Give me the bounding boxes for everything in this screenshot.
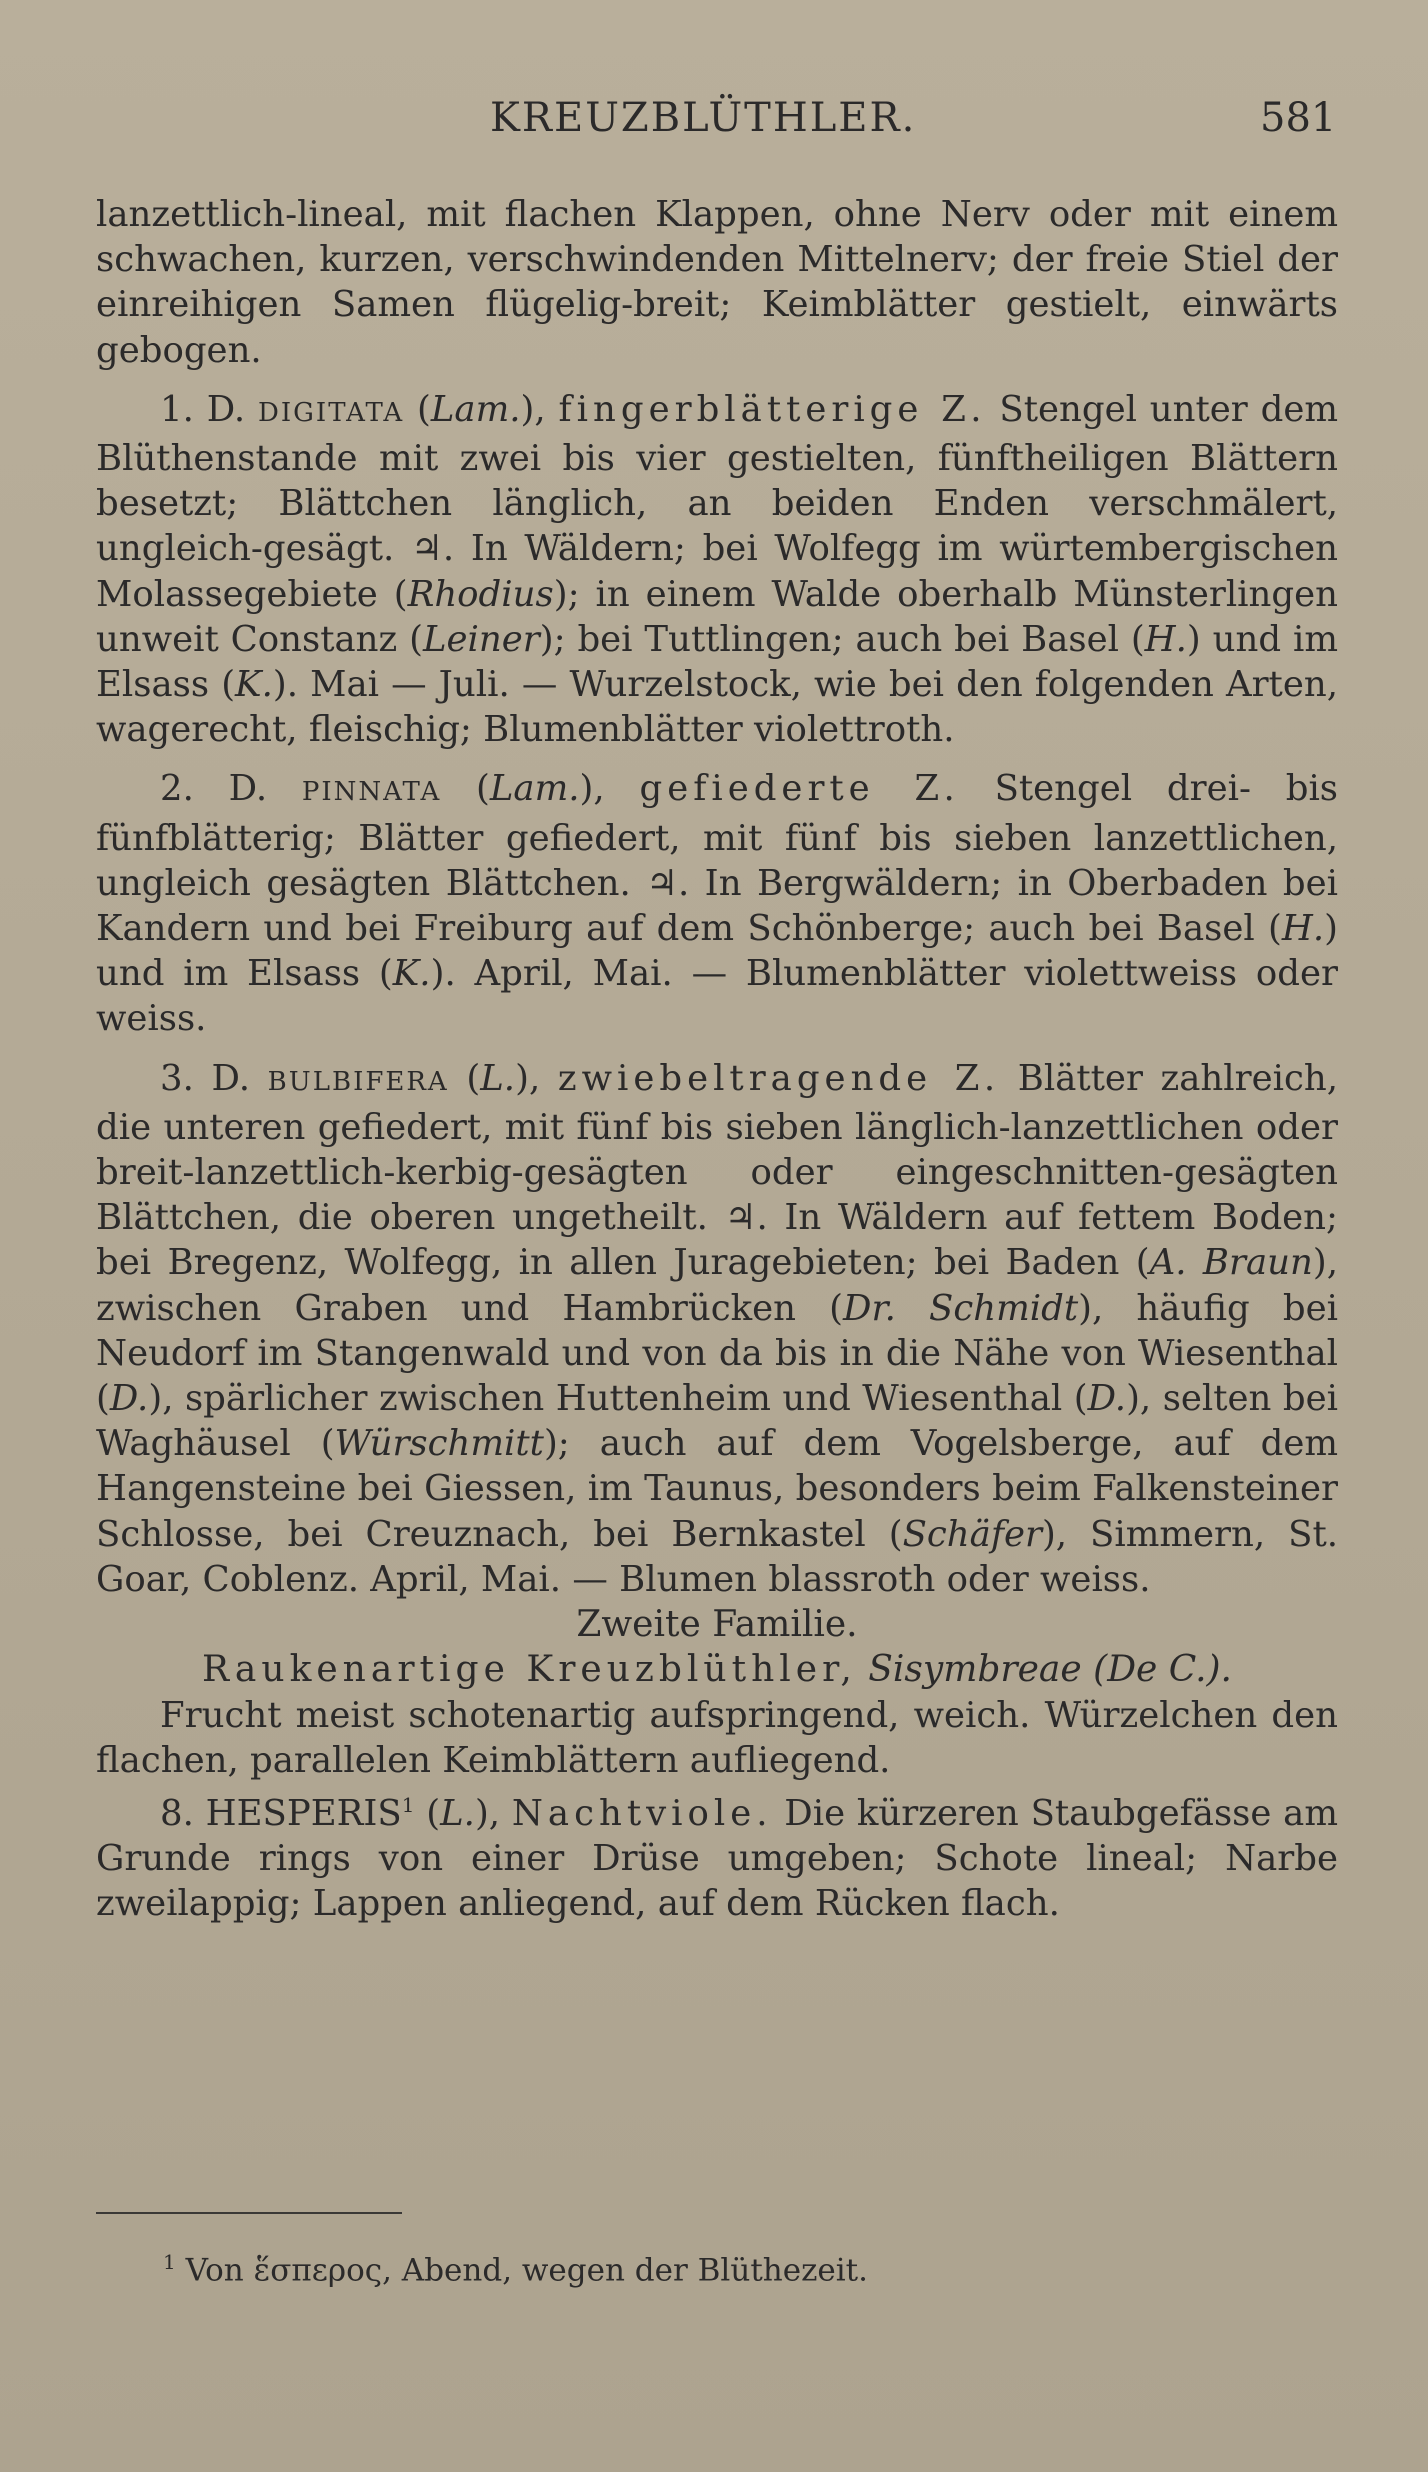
family-heading — [96, 1647, 1338, 1692]
species-number: 1. D. — [160, 388, 246, 430]
genus-common-name: Nachtviole. — [511, 1792, 773, 1834]
footnote-text: Von ἕσπερος, Abend, wegen der Blüthezeit. — [185, 2252, 868, 2289]
species-name: DIGITATA — [258, 397, 405, 428]
species-name: BULBIFERA — [267, 1066, 449, 1097]
family-name: Raukenartige Kreuzblüthler, — [201, 1649, 857, 1691]
species-number: 3. D. — [160, 1057, 251, 1099]
footnote-marker: 1 — [163, 2250, 176, 2274]
running-head: KREUZBLÜTHLER. — [490, 95, 917, 141]
page-header — [0, 95, 1428, 155]
species-author: Lam. — [430, 388, 521, 430]
genus-number: 8. — [160, 1792, 194, 1834]
species-author: L. — [480, 1057, 516, 1099]
genus-name: HESPERIS — [205, 1792, 402, 1834]
family-description: Frucht meist schotenartig aufspringend, weich. Würzelchen den flachen, parallelen Keimblättern aufliegend. — [96, 1694, 1338, 1781]
family-latin-name: Sisymbreae (De C.). — [868, 1649, 1232, 1691]
species-author: Lam. — [489, 768, 580, 810]
species-entry-digitata: 1. D. DIGITATA (Lam.), fingerblätterige Z. Stengel unter dem Blüthenstande mit zwei bis vier gestielten, fünftheiligen Blättern besetzt; Blättchen länglich, an beiden Enden verschmälert, ungleich-gesägt. ♃. In Wäldern; bei Wolfegg im würtembergischen Molassegebiete (Rhodius); in einem Walde oberhalb Münsterlingen unweit Constanz (Leiner); bei Tuttlingen; auch bei Basel (H.) und im Elsass (K.). Mai — Juli. — Wurzelstock, wie bei den folgenden Arten, wagerecht, fleischig; Blumenblätter violettroth. — [96, 388, 1338, 751]
common-name: gefiederte Z. — [639, 768, 960, 810]
common-name: fingerblätterige Z. — [558, 388, 987, 430]
footnote-ref: 1 — [401, 1792, 415, 1817]
page-body — [96, 192, 1338, 1926]
continuation-paragraph: lanzettlich-lineal, mit flachen Klappen, ohne Nerv oder mit einem schwachen, kurzen, verschwindenden Mittelnerv; der freie Stiel der einreihigen Samen flügelig-breit; Keimblätter gestielt, einwärts gebogen. — [96, 194, 1338, 371]
species-entry-pinnata: 2. D. PINNATA (Lam.), gefiederte Z. Stengel drei- bis fünfblätterig; Blätter gefiedert, mit fünf bis sieben lanzettlichen, ungleich gesägten Blättchen. ♃. In Bergwäldern; in Oberbaden bei Kandern und bei Freiburg auf dem Schönberge; auch bei Basel (H.) und im Elsass (K.). April, Mai. — Blumenblätter violettweiss oder weiss. — [96, 768, 1339, 1040]
footnote — [163, 2250, 868, 2288]
family-title: Zweite Familie. — [576, 1604, 858, 1646]
genus-author: L. — [440, 1792, 475, 1834]
genus-entry-hesperis: 8. HESPERIS$^1$ (L.), Nachtviole. Die kürzeren Staubgefässe am Grunde rings von einer Drüse umgeben; Schote lineal; Narbe zweilappig; Lappen anliegend, auf dem Rücken flach. — [96, 1792, 1338, 1925]
page-number: 581 — [1260, 95, 1337, 141]
species-entry-bulbifera: 3. D. BULBIFERA (L.), zwiebeltragende Z. Blätter zahlreich, die unteren gefiedert, mit fünf bis sieben länglich-lanzettlichen oder breit-lanzettlich-kerbig-gesägten oder eingeschnitten-gesägten Blättchen, die oberen ungetheilt. ♃. In Wäldern auf fettem Boden; bei Bregenz, Wolfegg, in allen Juragebieten; bei Baden (A. Braun), zwischen Graben und Hambrücken (Dr. Schmidt), häufig bei Neudorf im Stangenwald und von da bis in die Nähe von Wiesenthal (D.), spärlicher zwischen Huttenheim und Wiesenthal (D.), selten bei Waghäusel (Würschmitt); auch auf dem Vogelsberge, auf dem Hangensteine bei Giessen, im Taunus, besonders beim Falkensteiner Schlosse, bei Creuznach, bei Bernkastel (Schäfer), Simmern, St. Goar, Coblenz. April, Mai. — Blumen blassroth oder weiss. — [96, 1057, 1339, 1600]
common-name: zwiebeltragende Z. — [557, 1057, 1001, 1099]
species-name: PINNATA — [301, 777, 442, 808]
species-number: 2. D. — [160, 768, 268, 810]
footnote-rule — [96, 2212, 402, 2214]
